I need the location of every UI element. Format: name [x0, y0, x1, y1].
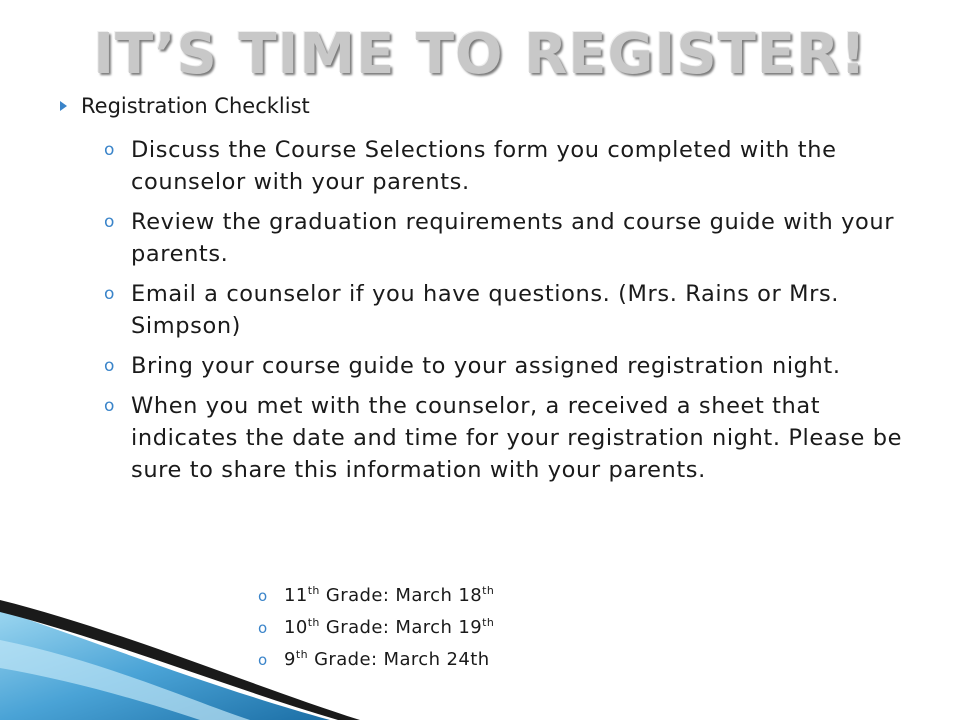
registration-dates [258, 580, 494, 676]
list-item: o Review the graduation requirements and course guide with your parents. [104, 206, 934, 270]
arrow-bullet-icon [60, 101, 67, 111]
circle-bullet-icon: o [258, 619, 268, 637]
circle-bullet-icon: o [258, 651, 268, 669]
circle-bullet-icon: o [104, 212, 116, 232]
slide-title: IT’S TIME TO REGISTER! [93, 22, 867, 87]
heading-text: Registration Checklist [81, 94, 310, 118]
grade-date-item: o 10th Grade: March 19th [258, 612, 494, 644]
checklist-heading [60, 94, 310, 118]
list-item: o Discuss the Course Selections form you completed with the counselor with your parents. [104, 134, 934, 198]
circle-bullet-icon: o [258, 587, 268, 605]
circle-bullet-icon: o [104, 140, 116, 160]
checklist [104, 134, 934, 494]
list-item: o When you met with the counselor, a received a sheet that indicates the date and time for your registration night. Please be sure to share this information with your parents. [104, 390, 934, 486]
list-item: o Email a counselor if you have questions. (Mrs. Rains or Mrs. Simpson) [104, 278, 934, 342]
grade-date-item: o 9th Grade: March 24th [258, 644, 494, 676]
circle-bullet-icon: o [104, 284, 116, 304]
circle-bullet-icon: o [104, 356, 116, 376]
grade-date-item: o 11th Grade: March 18th [258, 580, 494, 612]
circle-bullet-icon: o [104, 396, 116, 416]
list-item: o Bring your course guide to your assigned registration night. [104, 350, 934, 382]
